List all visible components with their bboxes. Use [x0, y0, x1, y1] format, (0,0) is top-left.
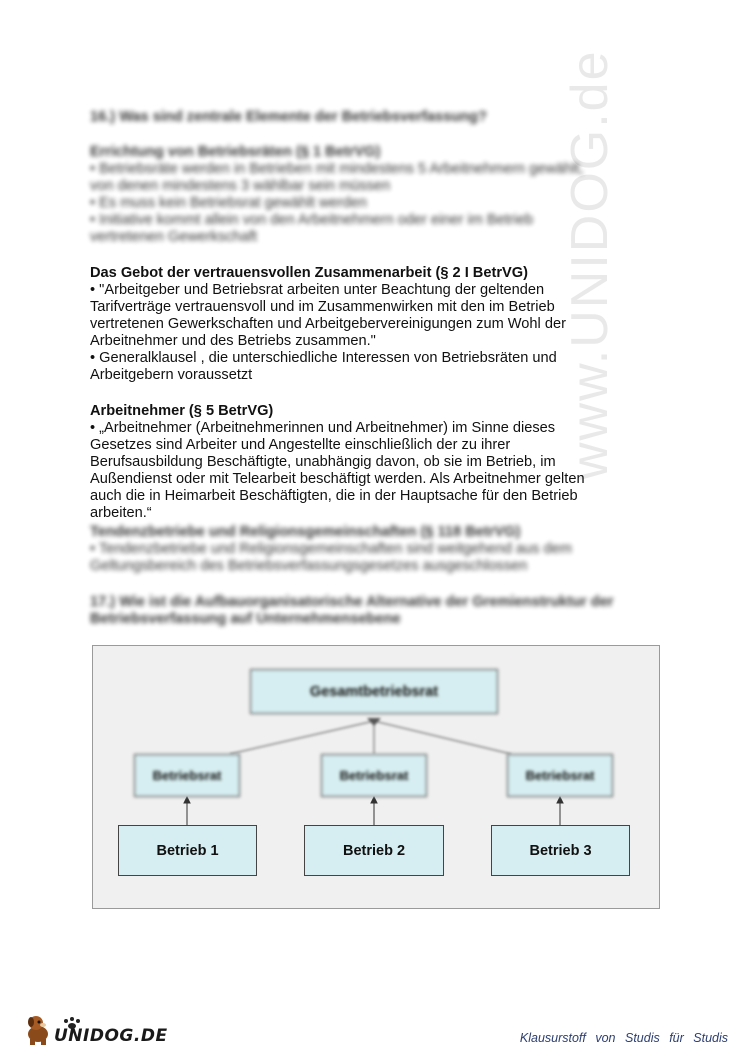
betriebsrat-label: Betriebsrat: [525, 768, 595, 783]
question-16-block: [90, 109, 630, 126]
betrieb-box-1: [118, 825, 257, 876]
betrieb-label: Betrieb 3: [529, 842, 592, 859]
gesamtbetriebsrat-label: Gesamtbetriebsrat: [309, 683, 439, 700]
arbeitnehmer-line: auch die in Heimarbeit Beschäftigten, die in der Hauptsache für den Betrieb: [90, 488, 578, 504]
logo-text: UNIDOG.DE: [54, 1026, 168, 1046]
errichtung-section: [90, 144, 650, 246]
unidog-logo: [22, 1012, 168, 1048]
org-diagram: [92, 645, 660, 909]
arbeitnehmer-heading: Arbeitnehmer (§ 5 BetrVG): [90, 403, 274, 419]
gebot-line: • Generalklausel , die unterschiedliche Interessen von Betriebsräten und: [90, 350, 557, 366]
gesamtbetriebsrat-box: [250, 669, 498, 714]
question-17-block: [90, 594, 670, 628]
tendenz-line: Geltungsbereich des Betriebsverfassungsgesetzes ausgeschlossen: [90, 558, 528, 574]
errichtung-line: • Betriebsräte werden in Betrieben mit mindestens 5 Arbeitnehmern gewählt,: [90, 161, 584, 177]
arbeitnehmer-line: Gesetzes sind Arbeiter und Angestellte einschließlich der zu ihrer: [90, 437, 511, 453]
betriebsrat-label: Betriebsrat: [339, 768, 409, 783]
arbeitnehmer-line: • „Arbeitnehmer (Arbeitnehmerinnen und Arbeitnehmer) im Sinne dieses: [90, 420, 556, 436]
gebot-line: Arbeitnehmer und des Betriebs zusammen.": [90, 333, 376, 349]
gebot-heading: Das Gebot der vertrauensvollen Zusammenarbeit (§ 2 I BetrVG): [90, 265, 528, 281]
tendenz-line: • Tendenzbetriebe und Religionsgemeinschaften sind weitgehend aus dem: [90, 541, 572, 557]
question-17-heading: 17.) Wie ist die Aufbauorganisatorische Alternative der Gremienstruktur der: [90, 594, 614, 610]
betrieb-label: Betrieb 2: [342, 842, 406, 859]
gebot-line: Tarifverträge vertrauensvoll und im Zusammenwirken mit den im Betrieb: [90, 299, 555, 315]
betriebsrat-box-1: [134, 754, 240, 797]
arbeitnehmer-line: Außendienst oder mit Telearbeit beschäftigt werden. Als Arbeitnehmer gelten: [90, 471, 585, 487]
errichtung-line: • Initiative kommt allein von den Arbeitnehmern oder einer im Betrieb: [90, 212, 534, 228]
footer-tagline: Klausurstoff von Studis für Studis: [519, 1031, 728, 1045]
betrieb-label: Betrieb 1: [156, 842, 219, 859]
errichtung-heading: Errichtung von Betriebsräten (§ 1 BetrVG): [90, 144, 381, 160]
connector-top-left: [230, 721, 374, 754]
betrieb-box-3: [491, 825, 630, 876]
arbeitnehmer-section: [90, 403, 670, 522]
question-17-heading: Betriebsverfassung auf Unternehmensebene: [90, 611, 401, 627]
gebot-line: • "Arbeitgeber und Betriebsrat arbeiten unter Beachtung der geltenden: [90, 282, 545, 298]
arrowhead-betrieb1: [184, 797, 190, 803]
gebot-line: Arbeitgebern voraussetzt: [90, 367, 253, 383]
gebot-line: vertretenen Gewerkschaften und Arbeitgebervereinigungen zum Wohl der: [90, 316, 566, 332]
betriebsrat-box-3: [507, 754, 613, 797]
arbeitnehmer-line: Berufsausbildung Beschäftigte, unabhängig davon, ob sie im Betrieb, im: [90, 454, 556, 470]
errichtung-line: • Es muss kein Betriebsrat gewählt werden: [90, 195, 367, 211]
betriebsrat-box-2: [321, 754, 427, 797]
connector-top-right: [374, 721, 511, 754]
arrowhead-betrieb2: [371, 797, 377, 803]
betrieb-box-2: [304, 825, 444, 876]
arbeitnehmer-line: arbeiten.“: [90, 505, 152, 521]
question-16-heading: 16.) Was sind zentrale Elemente der Betriebsverfassung?: [90, 109, 487, 125]
tendenz-section: [90, 524, 650, 575]
errichtung-line: vertretenen Gewerkschaft: [90, 229, 258, 245]
errichtung-line: von denen mindestens 3 wählbar sein müssen: [90, 178, 391, 194]
watermark-text: www.UNIDOG.de: [561, 49, 619, 480]
tendenz-heading: Tendenzbetriebe und Religionsgemeinschaften (§ 118 BetrVG): [90, 524, 521, 540]
betriebsrat-label: Betriebsrat: [152, 768, 222, 783]
arrowhead-betrieb3: [557, 797, 563, 803]
gebot-section: [90, 265, 670, 384]
